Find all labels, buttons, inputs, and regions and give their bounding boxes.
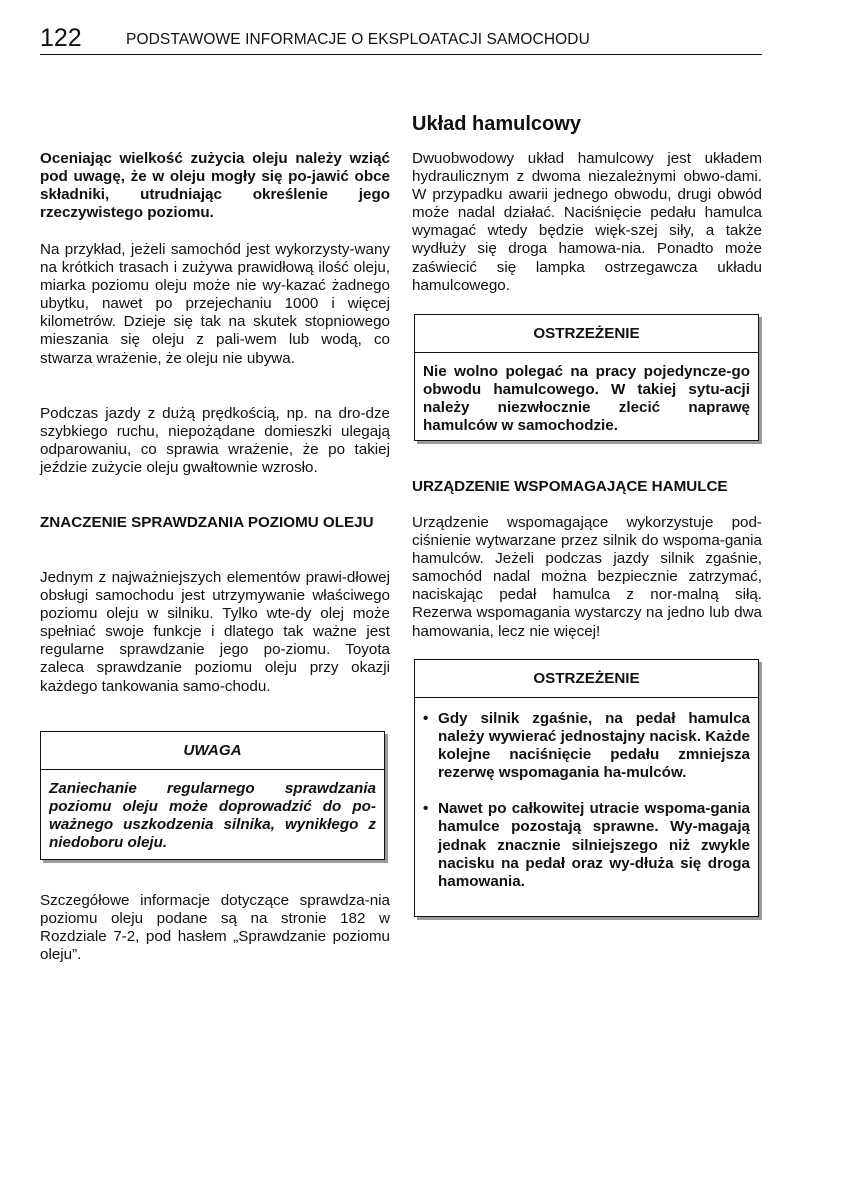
warning-item: • Nawet po całkowitej utracie wspoma-gania hamulce pozostają sprawne. Wy-magają jednak znacznie silniejszego niż zwykle nacisku na pedał oraz wy-dłuża się droga hamowania. xyxy=(423,800,750,890)
warning-item: • Gdy silnik zgaśnie, na pedał hamulca należy wywierać jednostajny nacisk. Każde kolejne naciśnięcie pedału zmniejsza rezerwę wspomagania ha-mulców. xyxy=(423,710,750,782)
paragraph-high-speed: Podczas jazdy z dużą prędkością, np. na dro-dze szybkiego ruchu, niepożądane domieszki ulegają odparowaniu, co sprawia wrażenie, że po takiej jeździe zużycie oleju gwałtownie wzrosło. xyxy=(40,405,390,477)
warning-box-booster xyxy=(414,659,759,917)
warning-title: OSTRZEŻENIE xyxy=(415,315,758,353)
brakes-heading: Układ hamulcowy xyxy=(412,113,581,135)
notice-title: UWAGA xyxy=(41,732,384,770)
warning-title: OSTRZEŻENIE xyxy=(415,660,758,698)
section-heading-oil-level: ZNACZENIE SPRAWDZANIA POZIOMU OLEJU xyxy=(40,514,374,531)
notice-body: Zaniechanie regularnego sprawdzania poziomu oleju może doprowadzić do po-ważnego uszkodzenia silnika, wynikłego z niedoboru oleju. xyxy=(49,780,376,852)
paragraph-dual-circuit: Dwuobwodowy układ hamulcowy jest układem hydraulicznym z dwoma niezależnymi obwo-dami. W przypadku awarii jednego obwodu, drugi obwód może nadal działać. Naciśnięcie pedału hamulca wymagać wtedy będzie więk-szej siły, a także wydłuży się droga hamowa-nia. Ponadto może zaświecić się lampka ostrzegawcza układu hamulcowego. xyxy=(412,150,762,294)
paragraph-details-reference: Szczegółowe informacje dotyczące sprawdza-nia poziomu oleju podane są na stronie 182 w Rozdziale 7-2, pod hasłem „Sprawdzanie poziomu oleju”. xyxy=(40,892,390,964)
section-heading-brake-booster: URZĄDZENIE WSPOMAGAJĄCE HAMULCE xyxy=(412,478,728,495)
paragraph-short-trips: Na przykład, jeżeli samochód jest wykorzysty-wany na krótkich trasach i zużywa prawidłową ilość oleju, miarka poziomu oleju może nie wy-kazać żadnego ubytku, nawet po przejechaniu 1000 i więcej kilometrów. Dzieje się tak na skutek stopniowego mieszania się oleju z pali-wem lub wodą, co stwarza wrażenie, że oleju nie ubywa. xyxy=(40,241,390,367)
paragraph-oil-importance: Jednym z najważniejszych elementów prawi-dłowej obsługi samochodu jest utrzymywanie właściwego poziomu oleju w silniku. Tylko wte-dy olej może spełniać swoje funkcje i dlatego tak ważne jest regularne sprawdzanie jego po-ziomu. Toyota zaleca sprawdzanie poziomu oleju przy okazji każdego tankowania samo-chodu. xyxy=(40,569,390,695)
page-number: 122 xyxy=(40,24,82,52)
warning-box-single-circuit xyxy=(414,314,759,441)
page-header xyxy=(40,26,762,55)
warning-list xyxy=(423,710,750,891)
notice-box xyxy=(40,731,385,860)
intro-paragraph: Oceniając wielkość zużycia oleju należy wziąć pod uwagę, że w oleju mogły się po-jawić obce składniki, utrudniając określenie jego rzeczywistego poziomu. xyxy=(40,150,390,222)
running-title: PODSTAWOWE INFORMACJE O EKSPLOATACJI SAMOCHODU xyxy=(126,31,590,48)
paragraph-brake-booster: Urządzenie wspomagające wykorzystuje pod-ciśnienie wytwarzane przez silnik do wspoma-gania hamulców. Jeżeli podczas jazdy silnik zgaśnie, samochód nadal można bezpiecznie zatrzymać, naciskając pedał hamulca z nor-malną siłą. Rezerwa wspomagania wystarczy na jedno lub dwa hamowania, lecz nie więcej! xyxy=(412,514,762,640)
warning-body: Nie wolno polegać na pracy pojedyncze-go obwodu hamulcowego. W takiej sytu-acji należy niezwłocznie zlecić naprawę hamulców w samochodzie. xyxy=(423,363,750,435)
